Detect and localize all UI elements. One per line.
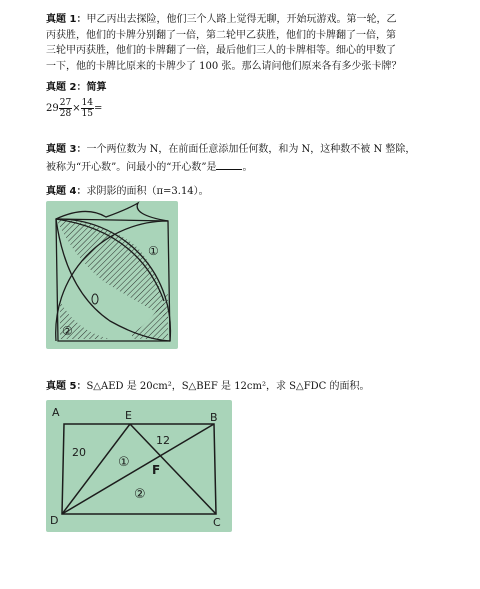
region-2-label: ② (134, 487, 146, 502)
region-2-label: ② (62, 324, 73, 338)
question-4-text: 求阴影的面积（π=3.14）。 (86, 186, 209, 197)
area-aed-label: 20 (72, 446, 86, 459)
green-paper (46, 400, 232, 532)
vertex-c-label: C (213, 516, 221, 529)
region-1-label: ① (148, 244, 159, 258)
fraction-1 (59, 98, 72, 119)
vertex-b-label: B (210, 411, 218, 424)
question-5-label: 真题 5： (46, 381, 87, 392)
question-4 (46, 184, 446, 200)
question-3-line-2 (46, 158, 446, 176)
question-3-line-1 (46, 142, 446, 158)
question-5-line (46, 379, 446, 395)
vertex-e-label: E (125, 409, 132, 422)
point-f-label: F (152, 463, 161, 477)
region-1-label: ① (118, 455, 130, 470)
expression-whole: 29 (46, 102, 59, 114)
question-3-text-1: 一个两位数为 N，在前面任意添加任何数，和为 N，这种数不被 N 整除， (86, 144, 416, 155)
times-sign: × (72, 102, 81, 114)
question-3-text-3: 。 (242, 161, 253, 173)
vertex-a-label: A (52, 406, 60, 419)
question-4-label: 真题 4： (46, 186, 87, 197)
fraction-2-denominator: 15 (81, 108, 94, 119)
fraction-1-numerator: 27 (59, 97, 72, 108)
question-4-line (46, 184, 446, 200)
question-1 (46, 12, 446, 74)
question-1-line-4: 一下，他的卡牌比原来的卡牌少了 100 张。那么请问他们原来各有多少张卡牌？ (46, 60, 402, 72)
vertex-d-label: D (50, 514, 59, 527)
question-1-text-1: 甲乙丙出去探险，他们三个人路上觉得无聊，开始玩游戏。第一轮，乙 (86, 14, 397, 25)
question-5-text: S△AED 是 20cm²，S△BEF 是 12cm²，求 S△FDC 的面积。 (86, 381, 370, 392)
fraction-1-denominator: 28 (59, 108, 72, 119)
question-3 (46, 142, 446, 175)
area-bef-label: 12 (156, 434, 170, 447)
question-1-label: 真题 1： (46, 14, 87, 25)
question-1-line-3: 三轮甲丙获胜，他们的卡牌翻了一倍，最后他们三人的卡牌相等。细心的甲数了 (46, 45, 396, 56)
question-2 (46, 80, 446, 119)
question-5 (46, 379, 446, 395)
figure-5-photo (46, 400, 232, 532)
equals-sign: = (94, 102, 103, 114)
question-3-text-2: 被称为“开心数”。问最小的“开心数”是 (46, 161, 217, 173)
fraction-2-numerator: 14 (81, 97, 94, 108)
expression (46, 98, 446, 119)
figure-4-photo (46, 201, 178, 349)
answer-blank (216, 158, 242, 170)
question-2-label: 真题 2：简算 (46, 82, 107, 93)
question-1-line-2: 丙获胜，他们的卡牌分别翻了一倍，第二轮甲乙获胜，他们的卡牌翻了一倍，第 (46, 29, 396, 41)
question-1-line-1 (46, 12, 446, 28)
question-3-label: 真题 3： (46, 144, 87, 155)
fraction-2 (81, 98, 94, 119)
